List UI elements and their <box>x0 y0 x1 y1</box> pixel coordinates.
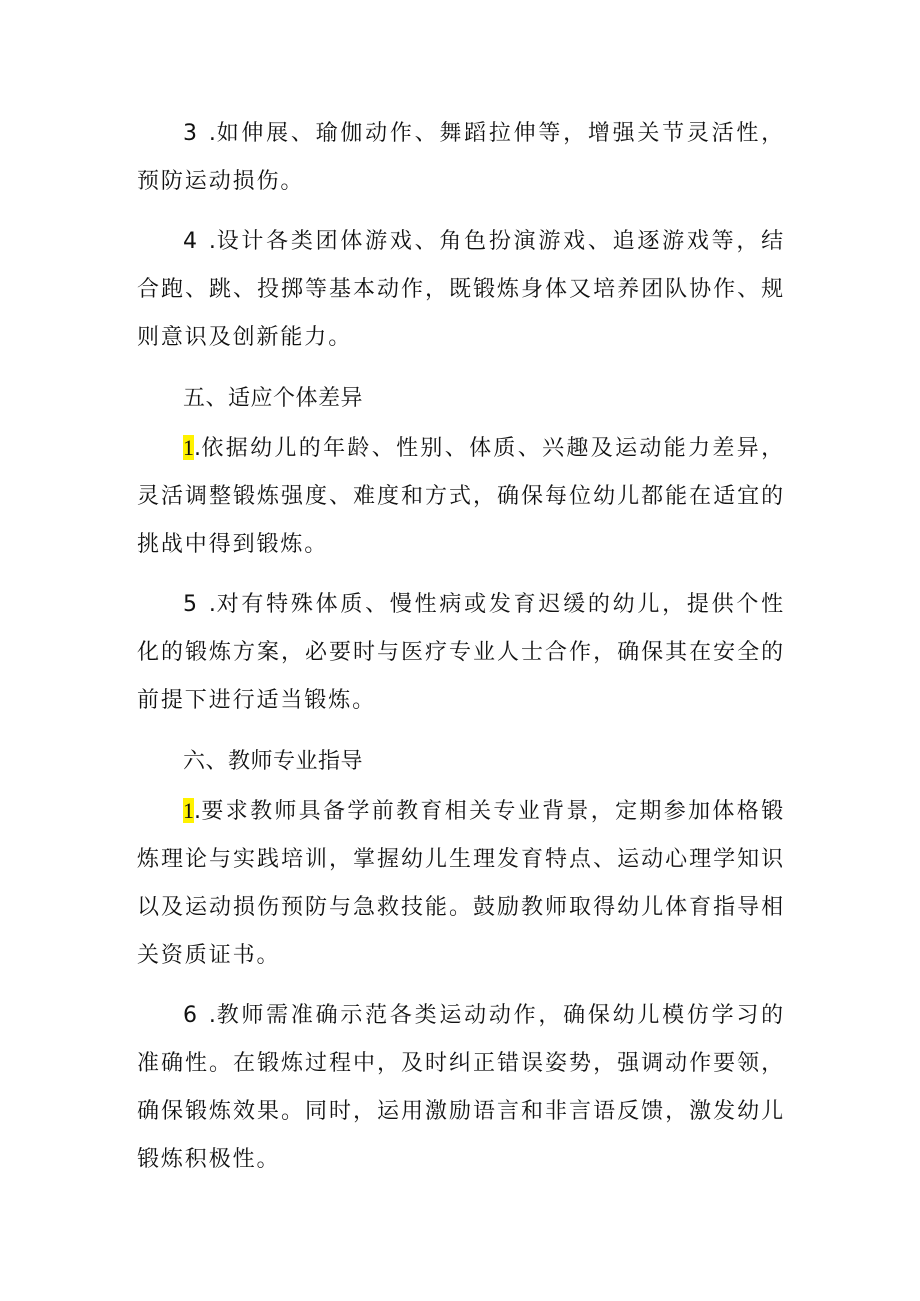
item-text: 如伸展、瑜伽动作、舞蹈拉伸等，增强关节灵活性，预防运动损伤。 <box>137 121 785 194</box>
item-number: 5 <box>183 592 197 617</box>
list-item-5 <box>137 581 785 725</box>
item-number: 4 <box>183 229 197 254</box>
item-number-highlighted: 1 <box>183 435 194 460</box>
list-item-1-highlighted <box>137 787 785 980</box>
list-item-4 <box>137 218 785 362</box>
item-separator: . <box>194 799 201 824</box>
item-number-highlighted: 1 <box>183 798 194 823</box>
item-separator: . <box>201 1003 216 1028</box>
item-text: 教师需准确示范各类运动动作，确保幼儿模仿学习的准确性。在锻炼过程中，及时纠正错误姿势，强调动作要领，确保锻炼效果。同时，运用激励语言和非言语反馈，激发幼儿锻炼积极性。 <box>137 1003 785 1172</box>
section-heading-6: 六、教师专业指导 <box>183 748 364 773</box>
list-item-1-highlighted <box>137 424 785 569</box>
item-text: 依据幼儿的年龄、性别、体质、兴趣及运动能力差异，灵活调整锻炼强度、难度和方式，确保每位幼儿都能在适宜的挑战中得到锻炼。 <box>137 436 785 557</box>
section-heading-5: 五、适应个体差异 <box>183 385 364 410</box>
item-separator: . <box>201 121 216 146</box>
list-item-3 <box>137 110 785 206</box>
item-text: 设计各类团体游戏、角色扮演游戏、追逐游戏等，结合跑、跳、投掷等基本动作，既锻炼身体又培养团队协作、规则意识及创新能力。 <box>137 229 785 350</box>
item-separator: . <box>201 229 216 254</box>
list-item-6 <box>137 992 785 1184</box>
item-separator: . <box>201 592 216 617</box>
document-body <box>137 110 785 1196</box>
item-text: 要求教师具备学前教育相关专业背景，定期参加体格锻炼理论与实践培训，掌握幼儿生理发育特点、运动心理学知识以及运动损伤预防与急救技能。鼓励教师取得幼儿体育指导相关资质证书。 <box>137 799 785 968</box>
item-separator: . <box>194 436 201 461</box>
item-text: 对有特殊体质、慢性病或发育迟缓的幼儿，提供个性化的锻炼方案，必要时与医疗专业人士合作，确保其在安全的前提下进行适当锻炼。 <box>137 592 785 713</box>
item-number: 3 <box>183 121 197 146</box>
item-number: 6 <box>183 1003 197 1028</box>
